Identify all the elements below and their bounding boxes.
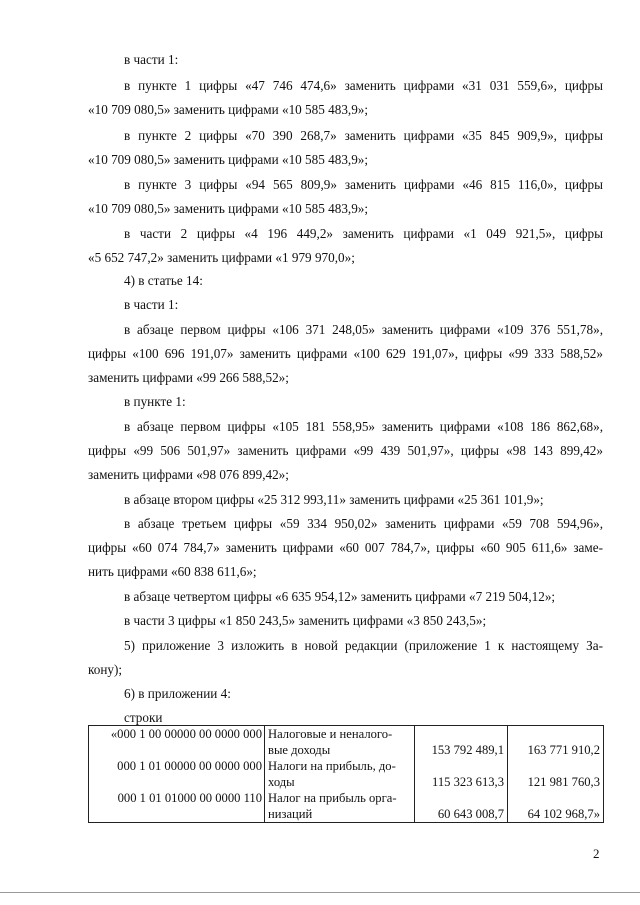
income-name: [265, 790, 415, 823]
amount-cell: 64 102 968,7»: [508, 790, 604, 823]
income-name-line: Налог на прибыль орга-: [268, 791, 397, 805]
paragraph: 5) приложение 3 изложить в новой редакции (приложение 1 к настоящему За-: [124, 638, 603, 653]
budget-table: [88, 725, 604, 823]
paragraph: в части 1:: [124, 297, 179, 312]
paragraph: в пункте 2 цифры «70 390 268,7» заменить цифрами «35 845 909,9», цифры: [124, 128, 603, 143]
paragraph: строки: [124, 710, 163, 725]
paragraph: «5 652 747,2» заменить цифрами «1 979 970,0»;: [88, 250, 355, 265]
paragraph: заменить цифрами «99 266 588,52»;: [88, 370, 289, 385]
paragraph: заменить цифрами «98 076 899,42»;: [88, 467, 289, 482]
income-name: [265, 758, 415, 790]
income-name-line: Налоги на прибыль, до-: [268, 759, 396, 773]
page-number: 2: [593, 846, 600, 861]
income-name-line: вые доходы: [268, 743, 331, 757]
table-row: [89, 758, 604, 790]
paragraph: в пункте 3 цифры «94 565 809,9» заменить цифрами «46 815 116,0», цифры: [124, 177, 603, 192]
paragraph: в пункте 1:: [124, 394, 186, 409]
amount-cell: 163 771 910,2: [508, 726, 604, 759]
paragraph: в части 3 цифры «1 850 243,5» заменить цифрами «3 850 243,5»;: [124, 613, 487, 628]
paragraph: 6) в приложении 4:: [124, 686, 231, 701]
table-row: [89, 726, 604, 759]
paragraph: нить цифрами «60 838 611,6»;: [88, 564, 257, 579]
budget-code: «000 1 00 00000 00 0000 000: [89, 726, 265, 759]
amount-cell: 153 792 489,1: [415, 726, 508, 759]
budget-code: 000 1 01 00000 00 0000 000: [89, 758, 265, 790]
paragraph: в части 2 цифры «4 196 449,2» заменить цифрами «1 049 921,5», цифры: [124, 226, 603, 241]
paragraph: в абзаце третьем цифры «59 334 950,02» заменить цифрами «59 708 594,96»,: [124, 516, 603, 531]
income-name-line: ходы: [268, 775, 295, 789]
paragraph: «10 709 080,5» заменить цифрами «10 585 483,9»;: [88, 152, 369, 167]
paragraph: в абзаце первом цифры «106 371 248,05» заменить цифрами «109 376 551,78»,: [124, 322, 603, 337]
paragraph: 4) в статье 14:: [124, 273, 203, 288]
paragraph: «10 709 080,5» заменить цифрами «10 585 483,9»;: [88, 201, 369, 216]
amount-cell: 115 323 613,3: [415, 758, 508, 790]
paragraph: в абзаце втором цифры «25 312 993,11» заменить цифрами «25 361 101,9»;: [124, 492, 544, 507]
table-row: [89, 790, 604, 823]
paragraph: «10 709 080,5» заменить цифрами «10 585 483,9»;: [88, 102, 369, 117]
paragraph: кону);: [88, 662, 123, 677]
amount-cell: 60 643 008,7: [415, 790, 508, 823]
paragraph: цифры «100 696 191,07» заменить цифрами «100 629 191,07», цифры «99 333 588,52»: [88, 346, 603, 361]
income-name: [265, 726, 415, 759]
footer-divider: [0, 892, 640, 893]
paragraph: цифры «99 506 501,97» заменить цифрами «99 439 501,97», цифры «98 143 899,42»: [88, 443, 603, 458]
paragraph: в абзаце четвертом цифры «6 635 954,12» заменить цифрами «7 219 504,12»;: [124, 589, 556, 604]
paragraph: цифры «60 074 784,7» заменить цифрами «60 007 784,7», цифры «60 905 611,6» заме-: [88, 540, 603, 555]
income-name-line: низаций: [268, 807, 313, 821]
budget-code: 000 1 01 01000 00 0000 110: [89, 790, 265, 823]
income-name-line: Налоговые и неналого-: [268, 727, 393, 741]
paragraph: в абзаце первом цифры «105 181 558,95» заменить цифрами «108 186 862,68»,: [124, 419, 603, 434]
amount-cell: 121 981 760,3: [508, 758, 604, 790]
paragraph: в части 1:: [124, 52, 179, 67]
paragraph: в пункте 1 цифры «47 746 474,6» заменить цифрами «31 031 559,6», цифры: [124, 78, 603, 93]
